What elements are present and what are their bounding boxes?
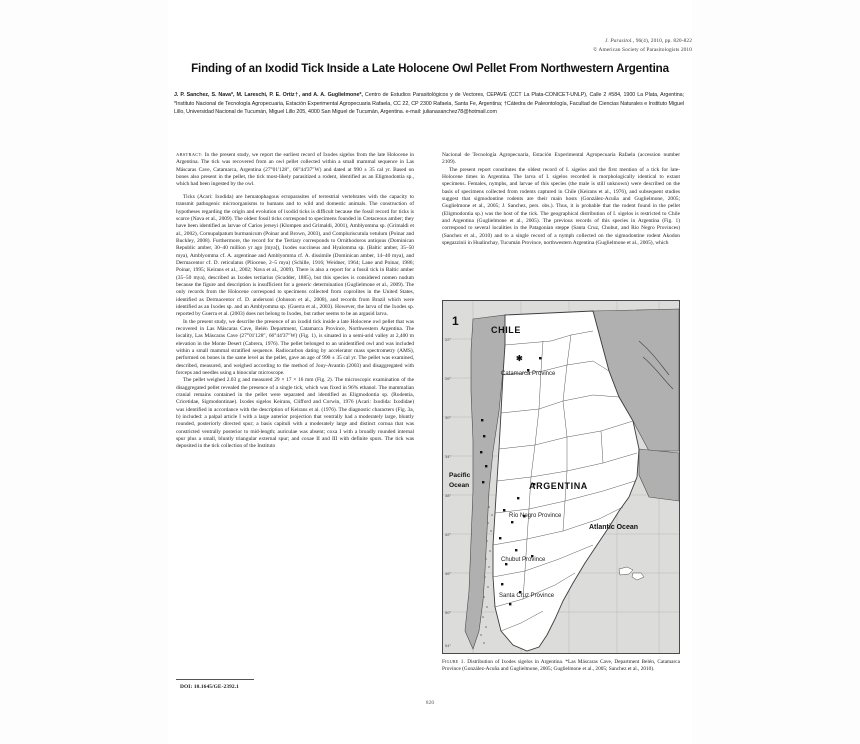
body-paragraph-4: Nacional de Tecnología Agropecuaria, Estación Experimental Agropecuaria Rafaela (accession number 2109). — [442, 152, 680, 166]
label-catamarca-province: Catamarca Province — [501, 371, 556, 377]
journal-citation-rest: 96(4), 2010, pp. 820-822 — [634, 38, 692, 44]
body-paragraph-1: Ticks (Acari: Ixodida) are hematophagous ectoparasites of terrestrial vertebrates with the capacity to transmit pathogenic microorganisms to humans and to wild and domestic animals. The construction of hypotheses regarding the origin and evolution of ixodid ticks is difficult because the fossil record for ticks is scarce (Nava et al., 2009). The oldest fossil ticks correspond to specimens founded in Cretaceous amber; they have been identified as larvae of Carios jerseyi (Klompen and Grimaldi, 2001), Amblyomma sp. (Grimaldi et al., 2002), Cornupalpatum burmanicum (Poinar and Brown, 2003), and Compluriscutula vetulum (Poinar and Buckley, 2008). Furthermore, the record for the Tertiary corresponds to Ornithodoros antiquus (Dominican Republic amber, 30–40 million yr ago [mya]), Ixodes succineus and Hyalomma sp. (Baltic amber, 35–50 mya), Amblyomma cf. A. argentinae and Amblyomma cf. A. dissimile (Dominican amber, 14–40 mya), and Dermacentor cf. D. reticulatus (Pliocene, 2–5 mya) (Schille, 1916; Weidner, 1964; Lane and Poinar, 1986; Poinar, 1995; Keirans et al., 2002; Nava et al., 2009). There is also a report for a fossil tick in Baltic amber (35–50 mya), described as Ixodes tertiarius (Scudder, 1885), but this species is considered nomen nudum because the figure and description is insufficient for a generic determination (Guglielmone et al., 2009). The only records from the Holocene correspond to specimens collected from coprolites in the United States, identified as Dermacentor cf. D. andersoni (Johnson et al., 2008), and records from Brazil which were identified as an Ixodes sp. and an Amblyomma sp. (Guerra et al., 2003). However, the larva of the Ixodes sp. reported by Guerra et al. (2003) does not belong to Ixodes, but rather seems to be an argasid larva. — [176, 194, 414, 318]
label-santa-cruz-province: Santa Cruz Province — [499, 593, 555, 599]
journal-copyright: © American Society of Parasitologists 2010 — [593, 46, 692, 53]
journal-citation — [593, 37, 692, 46]
label-rio-negro-province: Río Negro Province — [509, 513, 562, 519]
figure-1 — [442, 300, 680, 673]
page-title: Finding of an Ixodid Tick Inside a Late Holocene Owl Pellet From Northwestern Argentina — [191, 62, 669, 75]
figure-caption-text: Distribution of Ixodes sigelos in Argentina. *Las Máscaras Cave, Department Belén, Catamarca Province (González-Acuña and Guglielmone, 2005; Guglielmone et al., 2005; Sanchez et al., 2010). — [442, 659, 680, 673]
figure-panel-number: 1 — [452, 314, 459, 328]
figure-caption-label: Figure 1. — [442, 659, 466, 665]
argentina-distribution-map — [443, 301, 679, 653]
svg-text:50°: 50° — [445, 610, 452, 615]
page-number: 820 — [425, 700, 435, 706]
label-chubut-province: Chubut Province — [501, 557, 546, 563]
svg-text:38°: 38° — [445, 493, 452, 498]
author-affiliations: Centro de Estudios Parasitológicos y de Vectores, CEPAVE (CCT La Plata-CONICET-UNLP), Calle 2 #584, 1900 La Plata, Argentina; *Instituto Nacional de Tecnología Agropecuaria, Estación Experimental Agropecuaria Rafaela, CC 22, CP 2300 Rafaela, Santa Fe, Argentina; †Cátedra de Paleontología, Facultad de Ciencias Naturales e Instituto Miguel Lillo, Universidad Nacional de Tucumán, Miguel Lillo 205, 4000 San Miguel de Tucumán, Argentina. e-mail: julianasanchez78@hotmail.com — [174, 92, 685, 116]
doi-rule — [176, 679, 254, 680]
svg-text:22°: 22° — [445, 337, 452, 342]
body-paragraph-2: In the present study, we describe the presence of an ixodid tick inside a late Holocene owl pellet that was recovered in Las Máscaras Cave, Belén Department, Catamarca Province, Northwestern Argentina. The locality, Las Máscaras Cave (27°01'128″, 66°44'37″W) (Fig. 1), is situated in a semi-arid valley at 2,400 m elevation in the Monte Desert (Cabrera, 1976). The pellet belonged to an unidentified owl and was included within a small mammal stratified sequence. Radiocarbon dating by accelerator mass spectrometry (AMS), performed on bones in the same level as the pellet, gave an age of 990 ± 35 cal yr. The pellet was examined, described, measured, and weighed according to the method of Jouy-Avantin (2003) and disaggregated with forceps and needles using a binocular microscope. — [176, 318, 414, 377]
paper-sheet — [168, 0, 692, 744]
label-pacific-ocean-line2: Ocean — [449, 482, 470, 489]
svg-text:26°: 26° — [445, 376, 452, 381]
svg-text:54°: 54° — [445, 643, 452, 648]
label-atlantic-ocean: Atlantic Ocean — [589, 524, 639, 531]
body-paragraph-3: The pellet weighed 2.03 g and measured 29 × 17 × 16 mm (Fig. 2). The microscopic examination of the disaggregated pellet revealed the presence of a single tick, which was fixed in 96% ethanol. The mammalian cranial remains contained in the pellet were separated and identified as Eligmodontia sp. (Rodentia, Cricetidae, Sigmodontinae). Ixodes sigelos Keirans, Clifford and Corwin, 1976 (Acari: Ixodida: Ixodidae) was identified in accordance with the description of Keirans et al. (1976). The diagnostic characters (Fig. 3a, b) included: a palpal article I with a large anterior projection that ventrally had a moderately large, bluntly rounded, posteriorly directed spur; a basis capituli with a moderately large and distinct cornua that was constricted ventrally posterior to mid-length; auriculae was absent; coxa I with a broadly rounded internal spur plus a small, bluntly triangular external spur; and coxae II and III with definite spurs. The tick was deposited in the tick collection of the Instituto — [176, 377, 414, 450]
figure-caption — [442, 659, 680, 673]
journal-citation-italic: J. Parasitol., — [604, 38, 635, 44]
author-names: J. P. Sanchez, S. Nava*, M. Lareschi, P. E. Ortiz†, and A. A. Guglielmone*, — [174, 92, 363, 98]
map-image — [442, 300, 680, 654]
column-right — [442, 152, 680, 247]
label-argentina: ARGENTINA — [529, 481, 588, 491]
svg-text:34°: 34° — [445, 454, 452, 459]
svg-text:42°: 42° — [445, 532, 452, 537]
journal-header — [593, 37, 692, 55]
label-chile: CHILE — [491, 325, 521, 335]
column-left — [176, 152, 414, 451]
authors-affiliations — [174, 91, 684, 117]
label-pacific-ocean-line1: Pacific — [449, 472, 471, 479]
svg-text:46°: 46° — [445, 571, 452, 576]
abstract-text: In the present study, we report the earliest record of Ixodes sigelos from the late Holocene in Argentina. The tick was recovered from an owl pellet collected within a small mammal sequence in Las Máscaras Cave, Catamarca, Argentina (27°01'128″, 66°44'37″W) and dated at 990 ± 35 cal yr. Based on bones also present in the pellet, the tick most-likely parasitized a rodent, identified as an Eligmodontia sp., which had been ingested by the owl. — [176, 152, 414, 188]
las-mascaras-star-marker: ✱ — [516, 354, 523, 363]
body-paragraph-5: The present report constitutes the oldest record of I. sigelos and the first mention of a tick for late-Holocene times in Argentina. The larva of I. sigelos recorded is morphologically identical to extant specimens. Females, nymphs, and larvae of this species (the male is still unknown) were described on the basis of specimens collected from rodents captured in Chile (Keirans et al., 1976), and subsequent studies suggest that sigmodontine rodents are their main hosts (González-Acuña and Guglielmone, 2005; Guglielmone et al., 2005; J. Sanchez, pers. obs.). Thus, it is probable that the rodent found in the pellet (Eligmodontia sp.) was the host of the tick. The geographical distribution of I. sigelos is restricted to Chile and Argentina (Guglielmone et al., 2005). The previous records of this species in Argentina (Fig. 1) correspond to several localities in the Patagonian steppe (Santa Cruz, Chubut, and Río Negro Provinces) (Sanchez et al., 2010) and to a single record of a nymph collected on the sigmodontine rodent Akodon spegazzinii in Hualinchay, Tucumán Province, northwestern Argentina (Guglielmone et al., 2005), which — [442, 166, 680, 246]
doi-text: DOI: 10.1645/GE-2392.1 — [180, 684, 239, 690]
svg-text:30°: 30° — [445, 415, 452, 420]
abstract-label: ABSTRACT: — [176, 152, 203, 157]
abstract-paragraph — [176, 152, 414, 189]
